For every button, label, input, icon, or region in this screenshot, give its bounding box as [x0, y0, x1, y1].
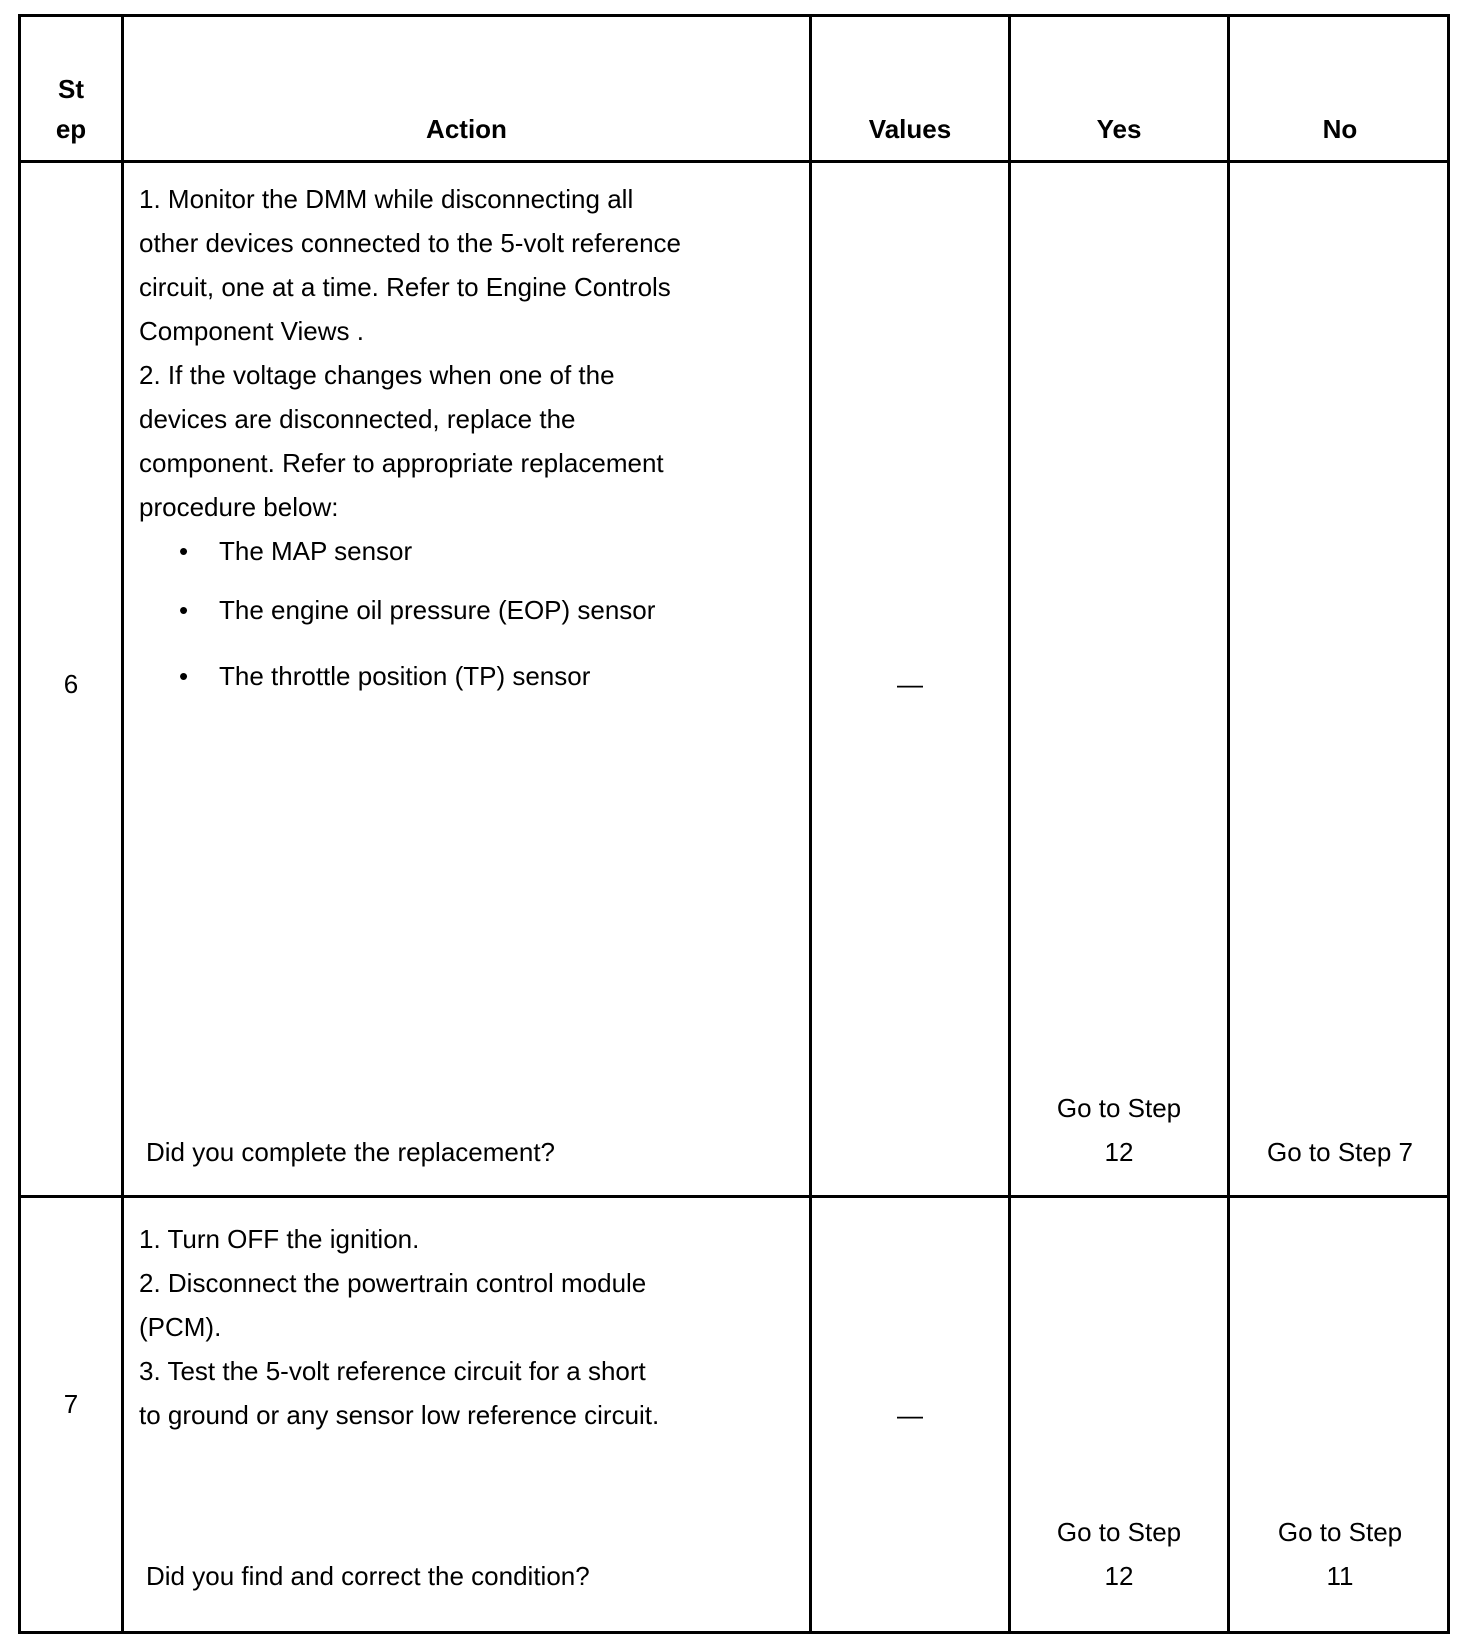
row-divider	[21, 160, 1447, 163]
action-line: Component Views .	[139, 316, 364, 346]
yes-cell-line: 12	[1104, 1137, 1134, 1167]
action-line: procedure below:	[139, 492, 339, 522]
action-line: 1. Monitor the DMM while disconnecting all	[139, 184, 634, 214]
action-line: component. Refer to appropriate replacement	[139, 448, 664, 478]
action-line: devices are disconnected, replace the	[139, 404, 576, 434]
list-item	[179, 654, 779, 698]
no-cell-line: 11	[1326, 1561, 1354, 1591]
diagnostic-table	[18, 14, 1450, 1634]
yes-cell-line: Go to Step	[1056, 1093, 1182, 1123]
bullet-icon: •	[179, 536, 189, 566]
action-line: other devices connected to the 5-volt reference	[139, 228, 681, 258]
bullet-text: The throttle position (TP) sensor	[219, 661, 591, 691]
header-no: No	[1322, 114, 1358, 144]
header-action: Action	[426, 114, 507, 144]
values-cell: —	[897, 669, 923, 699]
header-values: Values	[868, 114, 952, 144]
list-item	[179, 588, 779, 632]
column-divider	[1008, 17, 1011, 1631]
action-line: to ground or any sensor low reference circuit.	[139, 1400, 660, 1430]
action-line: 3. Test the 5-volt reference circuit for a short	[139, 1356, 646, 1386]
bullet-icon: •	[179, 595, 189, 625]
yes-cell-line: 12	[1104, 1561, 1134, 1591]
bullet-icon: •	[179, 661, 189, 691]
row-divider	[21, 1195, 1447, 1198]
column-divider	[1227, 17, 1230, 1631]
yes-cell-line: Go to Step	[1056, 1517, 1182, 1547]
header-yes: Yes	[1096, 114, 1142, 144]
action-line: 2. If the voltage changes when one of the	[139, 360, 615, 390]
no-cell	[1230, 1510, 1450, 1598]
step-number: 7	[63, 1389, 79, 1419]
yes-cell	[1011, 1510, 1227, 1598]
action-line: (PCM).	[139, 1312, 222, 1342]
values-cell: —	[897, 1400, 923, 1430]
no-cell: Go to Step 7	[1267, 1137, 1413, 1167]
bullet-text: The engine oil pressure (EOP) sensor	[219, 595, 656, 625]
action-line: 1. Turn OFF the ignition.	[139, 1224, 420, 1254]
header-step	[21, 69, 121, 149]
action-question: Did you complete the replacement?	[146, 1137, 556, 1167]
header-step-line2: ep	[55, 114, 87, 144]
action-question: Did you find and correct the condition?	[146, 1561, 590, 1591]
header-step-line1: St	[58, 74, 84, 104]
no-cell-line: Go to Step	[1277, 1517, 1403, 1547]
column-divider	[809, 17, 812, 1631]
bullet-text: The MAP sensor	[219, 536, 413, 566]
column-divider	[121, 17, 124, 1631]
step-number: 6	[63, 669, 79, 699]
list-item	[179, 529, 779, 573]
action-line: circuit, one at a time. Refer to Engine Controls	[139, 272, 671, 302]
yes-cell	[1011, 1086, 1227, 1174]
action-line: 2. Disconnect the powertrain control module	[139, 1268, 647, 1298]
